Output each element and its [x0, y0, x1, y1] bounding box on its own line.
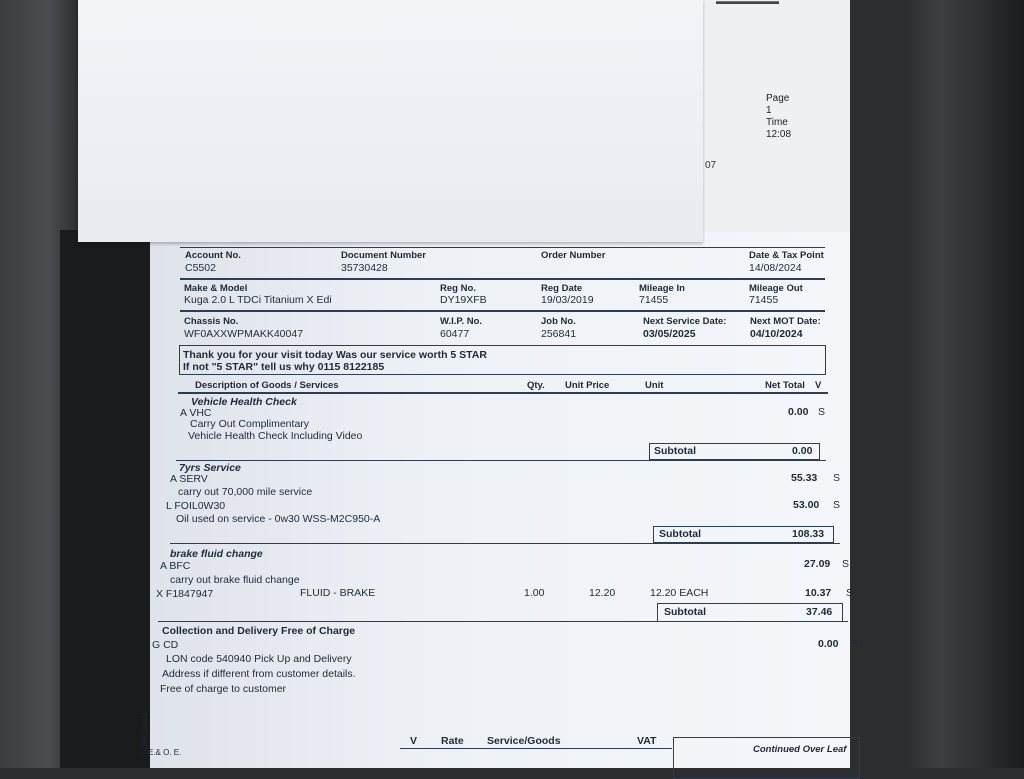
serv-code: A SERV — [170, 473, 208, 485]
vhc-subtotal: 0.00 — [792, 445, 813, 457]
chassis: WF0AXXWPMAKK40047 — [184, 328, 304, 340]
col-net-total: Net Total — [765, 380, 805, 391]
serv-amount: 55.33 — [791, 472, 818, 484]
vhc-desc1: Carry Out Complimentary — [190, 418, 310, 430]
fluid-qty: 1.00 — [524, 587, 545, 599]
blank-folded-paper — [78, 0, 703, 242]
account-no-label: Account No. — [185, 250, 241, 261]
divider — [176, 460, 826, 461]
reg-no-label: Reg No. — [440, 283, 476, 294]
brake-title: brake fluid change — [170, 548, 263, 560]
divider — [180, 310, 825, 312]
message-line1: Thank you for your visit today Was our service worth 5 STAR — [183, 349, 487, 361]
vhc-title: Vehicle Health Check — [191, 396, 297, 408]
footer-vat: VAT — [637, 735, 657, 747]
brake-subtotal-label: Subtotal — [664, 606, 706, 618]
account-no: C5502 — [185, 262, 216, 274]
cd-desc3: Free of charge to customer — [160, 683, 287, 695]
vhc-code: A VHC — [180, 407, 212, 419]
divider — [170, 543, 840, 544]
continued-label: Continued Over Leaf — [753, 744, 847, 755]
oil-v: S — [833, 499, 841, 511]
cd-desc1: LON code 540940 Pick Up and Delivery — [166, 653, 352, 665]
next-mot-label: Next MOT Date: — [750, 316, 821, 327]
service-subtotal-label: Subtotal — [659, 528, 701, 540]
footer-service-goods: Service/Goods — [487, 735, 561, 747]
mileage-out-label: Mileage Out — [749, 283, 803, 294]
bfc-desc: carry out brake fluid change — [170, 574, 300, 586]
make-model-label: Make & Model — [184, 283, 248, 294]
col-qty: Qty. — [527, 380, 545, 391]
fluid-code: X F1847947 — [156, 588, 214, 600]
col-unit-price: Unit Price — [565, 380, 610, 391]
vhc-v: S — [818, 406, 826, 418]
page-time-block — [766, 93, 791, 141]
service-title: 7yrs Service — [179, 462, 241, 474]
footer-rate: Rate — [441, 735, 464, 747]
header-fragment: 07 — [705, 160, 717, 171]
cd-v: S — [851, 638, 859, 650]
fluid-price: 12.20 — [589, 587, 616, 599]
chassis-label: Chassis No. — [184, 316, 239, 327]
brake-subtotal: 37.46 — [806, 606, 833, 618]
page-label: Page — [766, 93, 790, 104]
bfc-code: A BFC — [160, 560, 191, 572]
divider — [400, 748, 672, 749]
invoice-sheet — [142, 232, 859, 768]
col-v: V — [815, 380, 822, 391]
divider — [158, 621, 848, 622]
divider — [180, 247, 825, 248]
cd-amount: 0.00 — [818, 638, 839, 650]
cdk-mark: © CDK Global — [142, 712, 149, 757]
make-model: Kuga 2.0 L TDCi Titanium X Edi — [184, 294, 332, 306]
wip-label: W.I.P. No. — [440, 316, 483, 327]
cd-desc2: Address if different from customer details. — [162, 668, 356, 680]
page-value: 1 — [766, 105, 772, 116]
oil-amount: 53.00 — [793, 499, 820, 511]
mileage-in: 71455 — [639, 294, 669, 306]
vhc-desc2: Vehicle Health Check Including Video — [188, 430, 363, 442]
reg-no: DY19XFB — [440, 294, 487, 306]
collection-title: Collection and Delivery Free of Charge — [162, 625, 356, 637]
serv-desc: carry out 70,000 mile service — [178, 486, 313, 498]
document-number: 35730428 — [341, 262, 388, 274]
footer-v: V — [410, 735, 418, 747]
wip: 60477 — [440, 328, 470, 340]
job: 256841 — [541, 328, 577, 340]
cd-code: G CD — [152, 639, 179, 651]
service-subtotal: 108.33 — [792, 528, 825, 540]
reg-date: 19/03/2019 — [541, 294, 594, 306]
vhc-subtotal-label: Subtotal — [654, 445, 696, 457]
date-tax-label: Date & Tax Point — [749, 250, 824, 261]
reg-date-label: Reg Date — [541, 283, 583, 294]
divider — [180, 278, 825, 280]
next-service-label: Next Service Date: — [643, 316, 727, 327]
next-service: 03/05/2025 — [643, 328, 696, 340]
oil-desc: Oil used on service - 0w30 WSS-M2C950-A — [176, 513, 381, 525]
eoe: E.& O. E. — [148, 748, 182, 757]
bfc-amount: 27.09 — [804, 558, 831, 570]
mileage-out: 71455 — [749, 294, 779, 306]
col-description: Description of Goods / Services — [195, 380, 339, 391]
fluid-unit: 12.20 EACH — [650, 587, 709, 599]
message-line2: If not "5 STAR" tell us why 0115 8122185 — [183, 361, 385, 373]
fluid-v: S — [846, 587, 854, 599]
job-label: Job No. — [541, 316, 576, 327]
next-mot: 04/10/2024 — [750, 328, 803, 340]
seat-right — [904, 0, 1024, 768]
fluid-desc: FLUID - BRAKE — [300, 587, 376, 599]
document-number-label: Document Number — [341, 250, 426, 261]
date-tax: 14/08/2024 — [749, 262, 802, 274]
bfc-v: S — [842, 558, 850, 570]
time-value: 12:08 — [766, 129, 792, 140]
header-sheet — [700, 0, 850, 240]
time-label: Time — [766, 117, 788, 128]
oil-code: L FOIL0W30 — [166, 500, 226, 512]
serv-v: S — [833, 472, 841, 484]
mileage-in-label: Mileage In — [639, 283, 685, 294]
vhc-amount: 0.00 — [788, 406, 809, 418]
fluid-amount: 10.37 — [805, 587, 832, 599]
web-fragment: ▬▬▬▬▬▬▬ — [716, 0, 779, 6]
order-number-label: Order Number — [541, 250, 606, 261]
col-unit: Unit — [645, 380, 664, 391]
divider — [178, 392, 828, 394]
